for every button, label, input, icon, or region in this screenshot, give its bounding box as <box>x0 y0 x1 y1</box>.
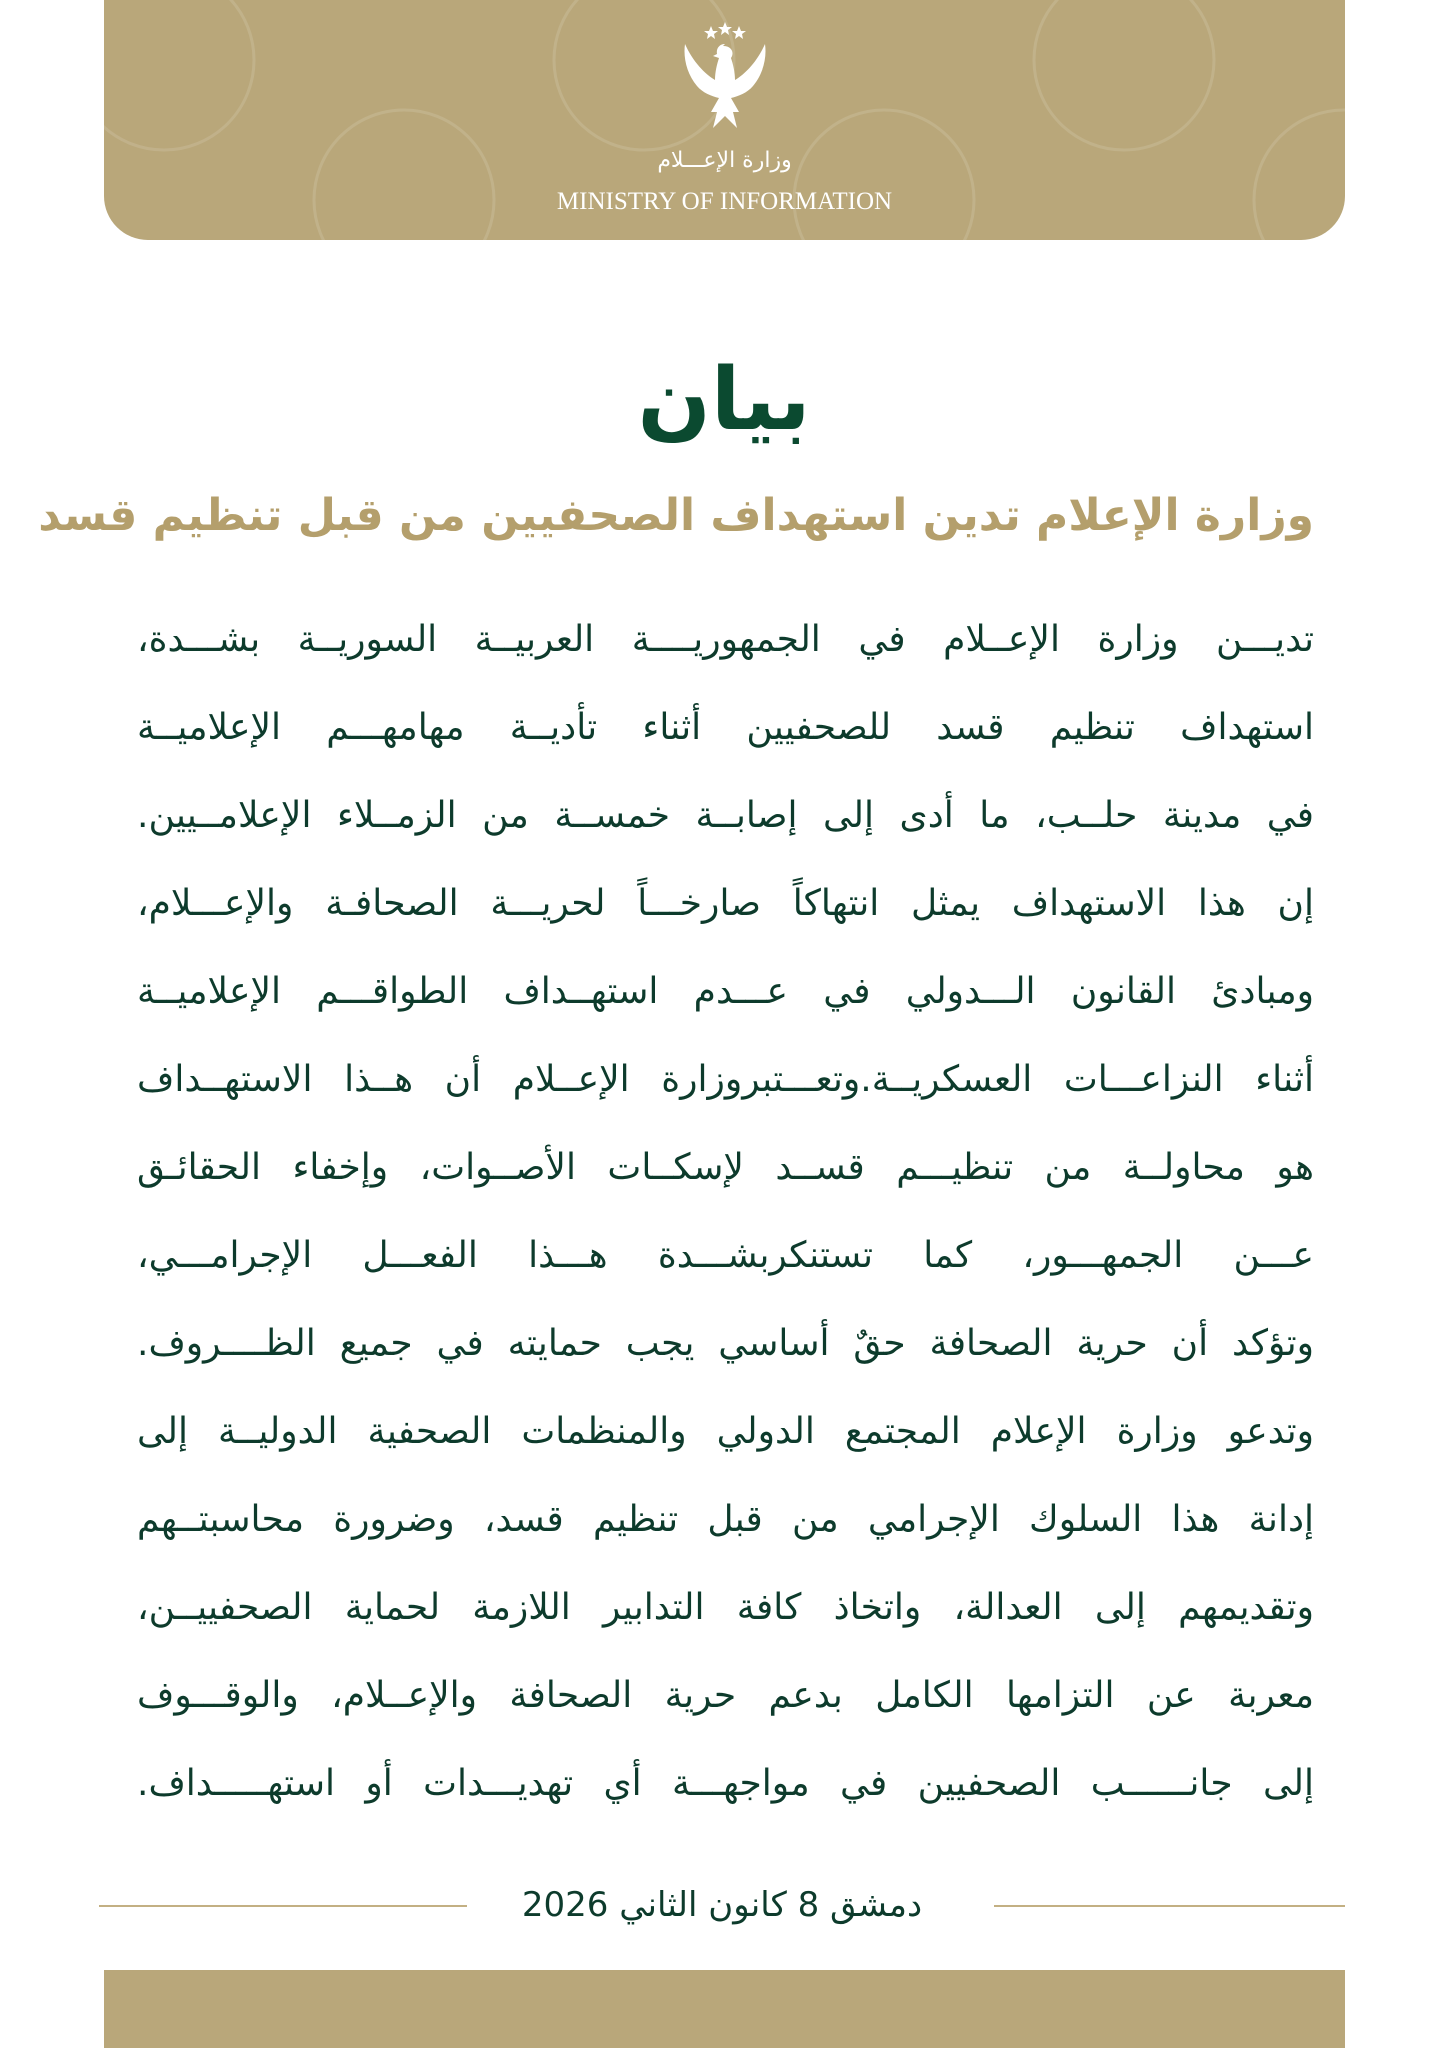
body-line: وتقديمهم إلى العدالة، واتخاذ كافة التدابير اللازمة لحماية الصحفييــن، <box>137 1587 1314 1628</box>
body-line: إلى جانــــــب الصحفيين في مواجهـــة أي تهديـــدات أو استهـــــداف. <box>137 1763 1314 1804</box>
date-location: دمشق 8 كانون الثاني 2026 <box>521 1885 923 1925</box>
date-row <box>99 1880 1345 1930</box>
body-line: تديـــن وزارة الإعــلام في الجمهوريــــة العربيــة السوريــة بشـــدة، <box>137 619 1314 660</box>
divider-right <box>994 1905 1345 1907</box>
letterhead-banner <box>104 0 1345 240</box>
footer-bar <box>104 1970 1345 2048</box>
logo-arabic-text: وزارة الإعـــلام <box>657 148 792 173</box>
document-title: بيان <box>637 350 811 450</box>
document-subtitle: وزارة الإعلام تدين استهداف الصحفيين من قبل تنظيم قسد <box>38 490 1314 541</box>
logo-english-text: MINISTRY OF INFORMATION <box>556 188 893 215</box>
body-line: عـــن الجمهـــور، كما تستنكربشـــدة هـــذا الفعـــل الإجرامـــي، <box>137 1235 1314 1276</box>
body-line: هو محاولــة من تنظيـــم قســد لإسكــات الأصــوات، وإخفاء الحقائـق <box>137 1147 1314 1188</box>
body-line: معربة عن التزامها الكامل بدعم حرية الصحافة والإعــلام، والوقـــوف <box>137 1675 1314 1716</box>
body-line: وتؤكد أن حرية الصحافة حقٌ أساسي يجب حمايته في جميع الظــــروف. <box>137 1323 1314 1364</box>
body-line: إدانة هذا السلوك الإجرامي من قبل تنظيم قسد، وضرورة محاسبتــهم <box>137 1499 1314 1540</box>
body-line: استهداف تنظيم قسد للصحفيين أثناء تأديــة مهامهـــم الإعلاميــة <box>137 707 1314 748</box>
body-line: في مدينة حلــب، ما أدى إلى إصابــة خمســة من الزمــلاء الإعلامــيين. <box>137 795 1314 836</box>
statement-body <box>137 596 1314 1828</box>
body-line: ومبادئ القانون الـــدولي في عـــدم استهــداف الطواقـــم الإعلاميــة <box>137 971 1314 1012</box>
body-line: أثناء النزاعـــات العسكريــة.وتعـــتبروزارة الإعــلام أن هــذا الاستهــداف <box>137 1059 1314 1100</box>
body-line: وتدعو وزارة الإعلام المجتمع الدولي والمنظمات الصحفية الدوليــة إلى <box>137 1411 1314 1452</box>
eagle-emblem-icon <box>645 18 805 138</box>
body-line: إن هذا الاستهداف يمثل انتهاكاً صارخـــاً لحريـــة الصحافـة والإعـــلام، <box>137 883 1314 924</box>
